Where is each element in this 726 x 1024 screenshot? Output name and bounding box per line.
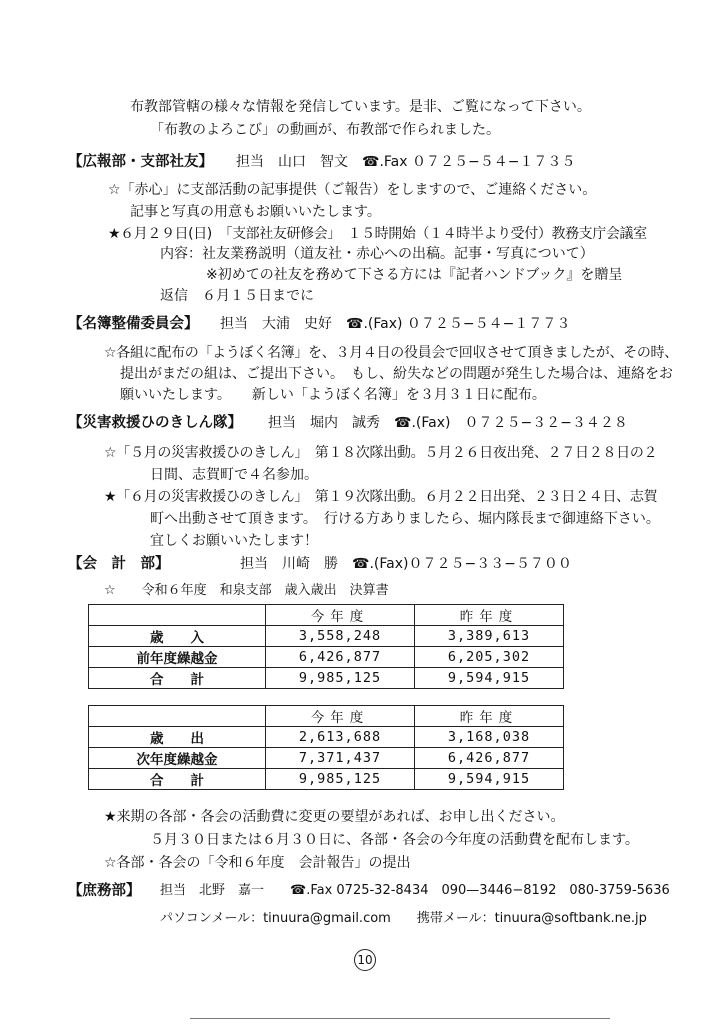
bottom-rule xyxy=(190,1018,610,1019)
income-table-header-row xyxy=(89,605,564,626)
cell-this-year: 6,426,877 xyxy=(266,647,415,668)
page-number: 10 xyxy=(354,949,376,971)
saigai-line-2: 日間、志賀町で４名参加。 xyxy=(150,467,318,483)
shomu-email: パソコンメール：tinuura@gmail.com 携帯メール：tinuura@softbank.ne.jp xyxy=(160,911,647,926)
table-row xyxy=(89,668,564,689)
cell-last-year: 3,389,613 xyxy=(415,626,564,647)
koho-line-4: 内容：社友業務説明（道友社・赤心への出稿。記事・写真について） xyxy=(160,246,594,262)
saigai-line-3: ★「６月の災害救援ひのきしん」 第１９次隊出動。６月２２日出発、２３日２４日、志賀 xyxy=(104,489,658,505)
expense-table xyxy=(88,705,564,790)
cell-last-year: 3,168,038 xyxy=(415,727,564,748)
expense-table-corner xyxy=(89,706,266,727)
expense-col-this-year: 今年度 xyxy=(266,706,415,727)
cell-this-year: 9,985,125 xyxy=(266,769,415,790)
expense-table-header-row xyxy=(89,706,564,727)
saigai-line-4: 町へ出動させて頂きます。 行ける方ありましたら、堀内隊長まで御連絡下さい。 xyxy=(150,511,660,527)
row-label: 歳 出 xyxy=(89,727,266,748)
meibo-line-1: ☆各組に配布の「ようぼく名簿」を、３月４日の役員会で回収させて頂きましたが、その時、 xyxy=(104,345,678,361)
intro-line-1: 布教部管轄の様々な情報を発信しています。是非、ご覧になって下さい。 xyxy=(130,99,591,115)
saigai-line-1: ☆「５月の災害救援ひのきしん」 第１８次隊出動。５月２６日夜出発、２７日２８日の２ xyxy=(104,445,658,461)
koho-line-3: ★６月２９日(日) 「支部社友研修会」 １５時開始（１４時半より受付）教務支庁会議室 xyxy=(108,226,647,242)
kaikei-contact: 担当 川崎 勝 ☎.(Fax)０７２５−３３−５７００ xyxy=(240,556,572,572)
kaikei-note-1: ★来期の各部・各会の活動費に変更の要望があれば、お申し出ください。 xyxy=(104,809,565,825)
koho-header: 【広報部・支部社友】 xyxy=(68,154,213,170)
cell-this-year: 2,613,688 xyxy=(266,727,415,748)
table-row xyxy=(89,647,564,668)
meibo-line-3: 願いいたします。 新しい「ようぼく名簿」を３月３１日に配布。 xyxy=(120,387,546,403)
saigai-header: 【災害救援ひのきしん隊】 xyxy=(68,415,242,431)
koho-contact: 担当 山口 智文 ☎.Fax ０７２５−５４−１７３５ xyxy=(236,154,576,170)
saigai-line-5: 宜しくお願いいたします！ xyxy=(150,533,318,549)
meibo-line-2: 提出がまだの組は、ご提出下さい。 もし、紛失などの問題が発生した場合は、連絡をお xyxy=(120,366,673,382)
cell-last-year: 6,426,877 xyxy=(415,748,564,769)
cell-last-year: 6,205,302 xyxy=(415,647,564,668)
shomu-header: 【庶務部】 xyxy=(68,883,141,899)
row-label: 合 計 xyxy=(89,769,266,790)
kaikei-table-title: ☆ 令和６年度 和泉支部 歳入歳出 決算書 xyxy=(104,583,389,598)
row-label: 次年度繰越金 xyxy=(89,748,266,769)
cell-this-year: 9,985,125 xyxy=(266,668,415,689)
row-label: 歳 入 xyxy=(89,626,266,647)
cell-last-year: 9,594,915 xyxy=(415,769,564,790)
shomu-contact: 担当 北野 嘉一 ☎.Fax 0725-32-8434 090—3446−8192 080-3759-5636 xyxy=(160,883,670,898)
table-row xyxy=(89,727,564,748)
income-col-this-year: 今年度 xyxy=(266,605,415,626)
kaikei-note-2: ５月３０日または６月３０日に、各部・各会の今年度の活動費を配布します。 xyxy=(150,832,639,848)
table-row xyxy=(89,626,564,647)
saigai-contact: 担当 堀内 誠秀 ☎.(Fax) ０７２５−３２−３４２８ xyxy=(268,415,628,431)
kaikei-header: 【会 計 部】 xyxy=(68,556,170,572)
income-table-corner xyxy=(89,605,266,626)
income-table xyxy=(88,604,564,689)
koho-line-1: ☆「赤心」に支部活動の記事提供（ご報告）をしますので、ご連絡ください。 xyxy=(108,182,597,198)
expense-col-last-year: 昨年度 xyxy=(415,706,564,727)
intro-line-2: 「布教のよろこび」の動画が、布教部で作られました。 xyxy=(150,122,500,138)
cell-this-year: 7,371,437 xyxy=(266,748,415,769)
cell-this-year: 3,558,248 xyxy=(266,626,415,647)
row-label: 合 計 xyxy=(89,668,266,689)
koho-line-2: 記事と写真の用意もお願いいたします。 xyxy=(130,204,381,220)
kaikei-note-3: ☆各部・各会の「令和６年度 会計報告」の提出 xyxy=(104,855,411,871)
table-row xyxy=(89,748,564,769)
meibo-contact: 担当 大浦 史好 ☎.(Fax) ０７２５−５４−１７７３ xyxy=(220,316,571,332)
cell-last-year: 9,594,915 xyxy=(415,668,564,689)
meibo-header: 【名簿整備委員会】 xyxy=(68,316,199,332)
row-label: 前年度繰越金 xyxy=(89,647,266,668)
table-row xyxy=(89,769,564,790)
koho-line-5: ※初めての社友を務めて下さる方には『記者ハンドブック』を贈呈 xyxy=(206,267,623,283)
koho-line-6: 返信 ６月１５日までに xyxy=(160,288,314,304)
income-col-last-year: 昨年度 xyxy=(415,605,564,626)
